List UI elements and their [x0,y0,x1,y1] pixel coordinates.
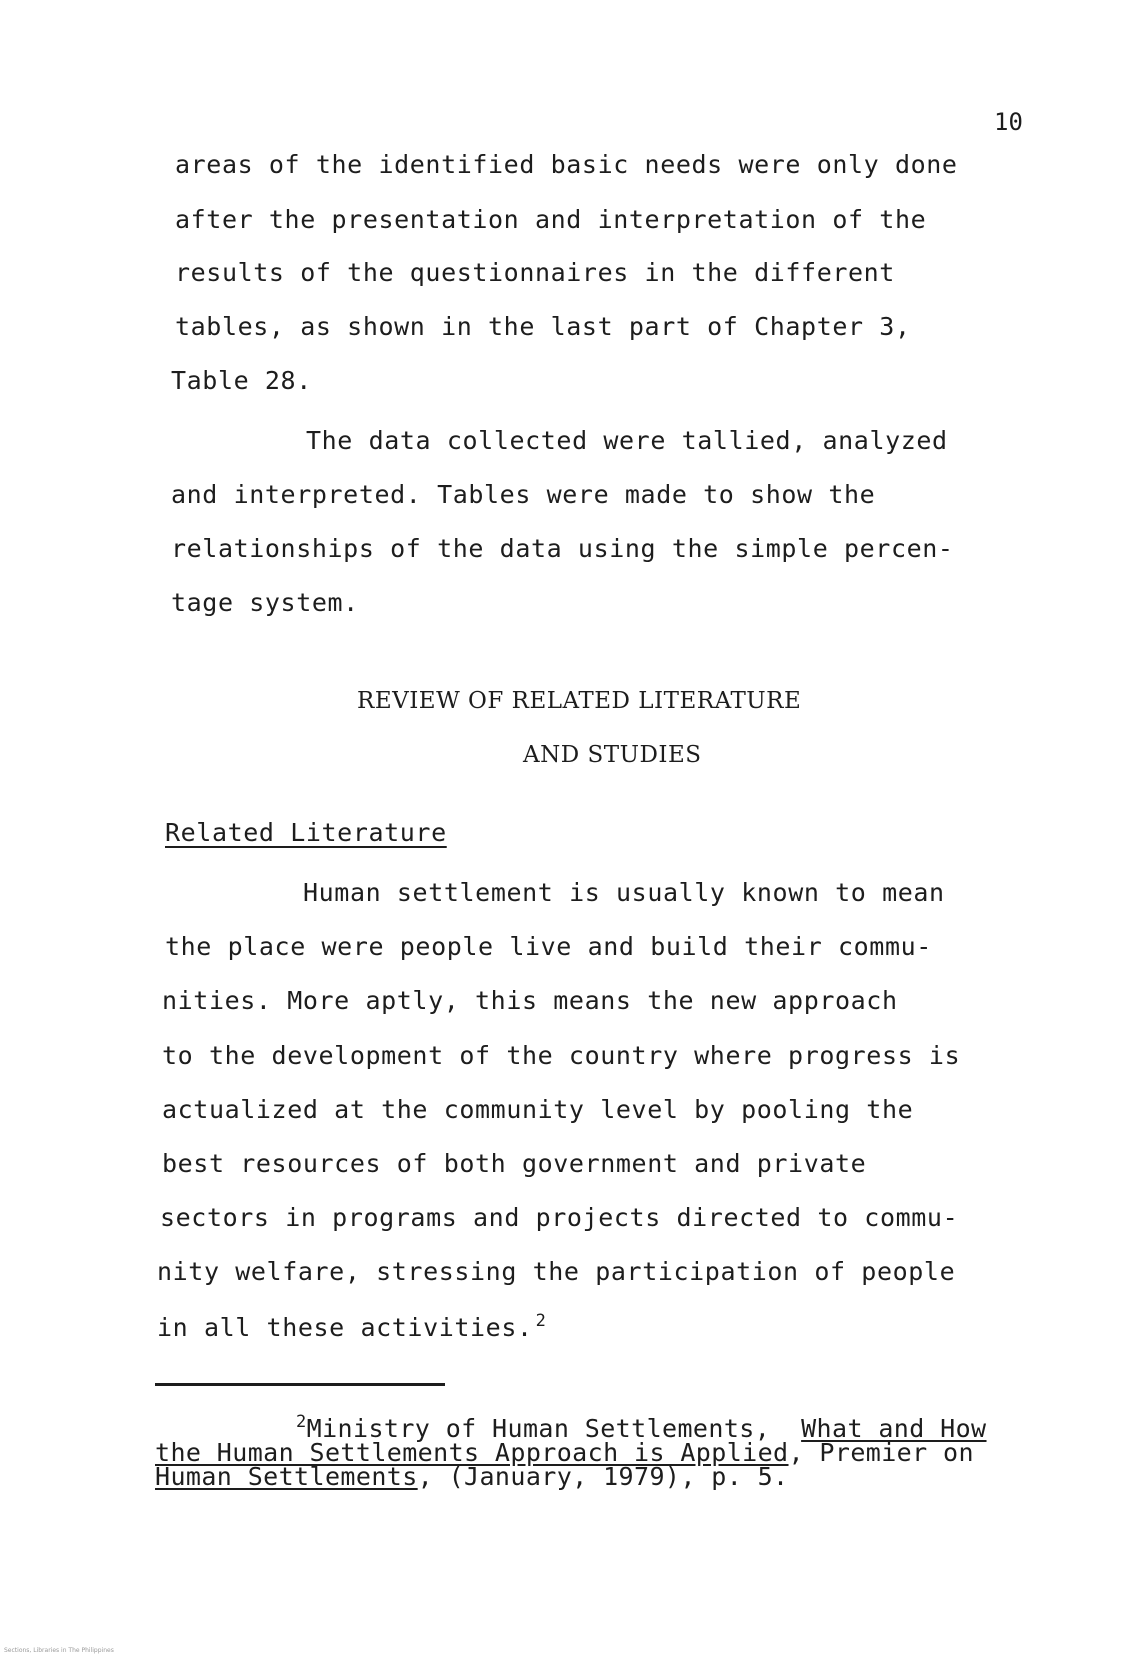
archive-watermark-text: Sections, Libraries in The Philippines [4,1647,114,1654]
section-heading-line: REVIEW OF RELATED LITERATURE [357,688,802,714]
paragraph-line: Human settlement is usually known to mean [303,878,945,907]
paragraph-line: the place were people live and build their commu- [165,932,932,961]
footnote-text: , Premier on [788,1438,974,1467]
footnote-title: Human Settlements [155,1462,418,1491]
paragraph-line: after the presentation and interpretation of the [175,205,927,234]
footnote-marker: 2 [296,1412,307,1432]
paragraph-line: Table 28. [171,366,312,395]
paragraph-line: results of the questionnaires in the different [175,258,895,287]
page-number: 10 [994,108,1023,136]
paragraph-line: and interpreted. Tables were made to show the [171,480,876,509]
subheading-related-literature: Related Literature [165,818,447,847]
paragraph-line: tage system. [171,588,359,617]
paragraph-line: tables, as shown in the last part of Chapter 3, [175,312,911,341]
paragraph-line: sectors in programs and projects directed to commu- [160,1203,959,1232]
footnote-author: Ministry of Human Settlements, [306,1414,771,1443]
paragraph-line: areas of the identified basic needs were only done [175,150,958,179]
paragraph-line: nities. More aptly, this means the new approach [162,986,898,1015]
paragraph-line: relationships of the data using the simple percen- [171,534,954,563]
paragraph-text: in all these activities. [157,1313,533,1342]
paragraph-line: best resources of both government and private [162,1149,867,1178]
footnote-rule [155,1383,445,1386]
paragraph-line: nity welfare, stressing the participation of people [157,1257,956,1286]
footnote-line [155,1462,789,1491]
paragraph-line [157,1311,546,1342]
section-heading-line: AND STUDIES [523,742,702,768]
paragraph-line: to the development of the country where progress is [162,1041,961,1070]
footnote-title: What and How [801,1414,987,1443]
paragraph-line: The data collected were tallied, analyzed [306,426,948,455]
footnote-text: , (January, 1979), p. 5. [417,1462,789,1491]
paragraph-line: actualized at the community level by pooling the [162,1095,914,1124]
footnote-reference: 2 [535,1311,547,1331]
footnote-title: the Human Settlements Approach is Applied [155,1438,789,1467]
